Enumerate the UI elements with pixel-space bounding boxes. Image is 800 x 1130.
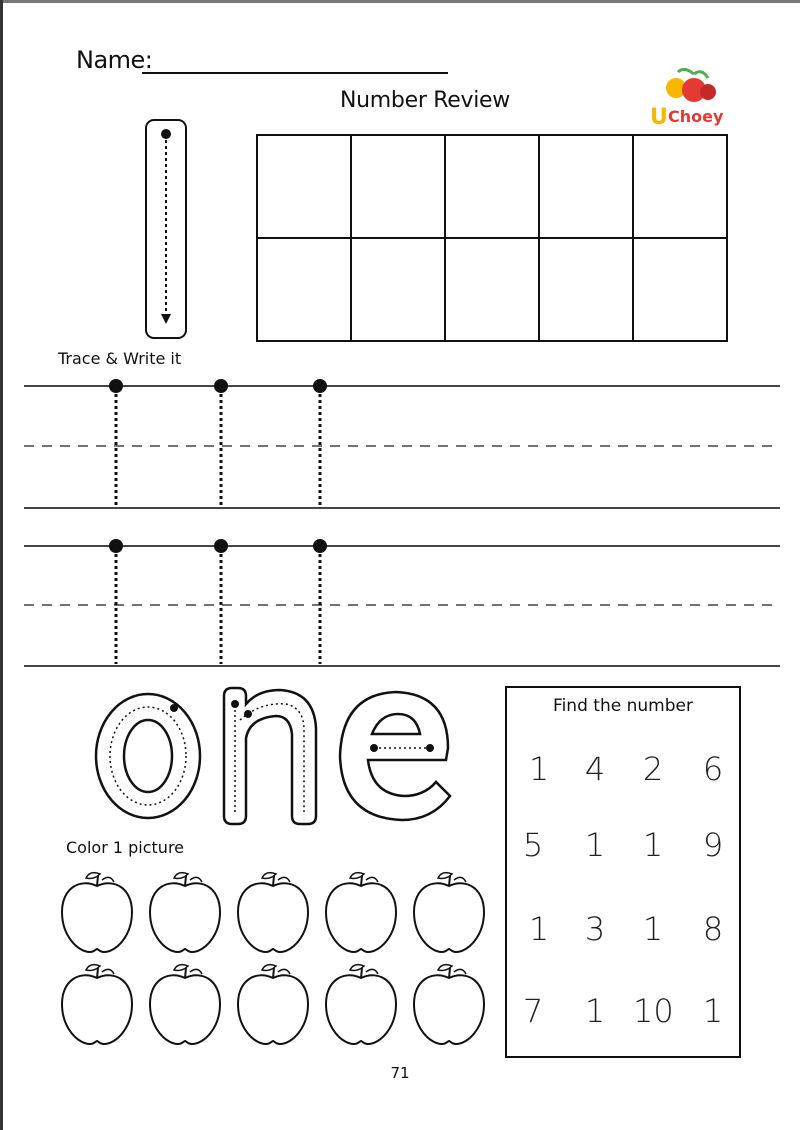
apple-10 [414, 965, 484, 1044]
find-number-title: Find the number [553, 696, 693, 716]
find-number-cell[interactable]: 1 [528, 750, 550, 788]
find-number-cell[interactable]: 7 [522, 992, 544, 1030]
handwriting-lines[interactable] [24, 374, 780, 674]
letter-e-outline [340, 692, 450, 820]
scan-top-edge [0, 0, 800, 3]
apple-3 [238, 873, 308, 952]
apple-5 [414, 873, 484, 952]
apple-2 [150, 873, 220, 952]
uchoey-logo [648, 66, 740, 132]
page-title: Number Review [340, 88, 510, 113]
find-number-cell[interactable]: 10 [633, 992, 674, 1030]
page-number: 71 [390, 1064, 410, 1082]
find-number-cell[interactable]: 2 [642, 750, 664, 788]
apple-9 [326, 965, 396, 1044]
trace-one-row2 [109, 539, 327, 664]
find-number-cell[interactable]: 1 [642, 910, 664, 948]
svg-text:U: U [650, 105, 668, 130]
find-number-cell[interactable]: 6 [702, 750, 724, 788]
ten-frame-grid[interactable] [256, 134, 728, 342]
find-number-cell[interactable]: 1 [584, 992, 606, 1030]
scan-left-edge [0, 0, 3, 1130]
trace-one-row1 [109, 379, 327, 506]
word-one-outline [90, 684, 460, 828]
find-number-cell[interactable]: 1 [702, 992, 724, 1030]
color-picture-label: Color 1 picture [66, 838, 185, 857]
apple-8 [238, 965, 308, 1044]
find-number-cell[interactable]: 8 [702, 910, 724, 948]
find-number-cell[interactable]: 4 [584, 750, 606, 788]
number-one-tracing-figure [144, 118, 190, 342]
trace-write-label: Trace & Write it [58, 349, 182, 368]
find-number-cell[interactable]: 1 [642, 826, 664, 864]
apple-grid[interactable] [56, 870, 496, 1050]
apple-7 [150, 965, 220, 1044]
find-number-cell[interactable]: 1 [584, 826, 606, 864]
apple-1 [62, 873, 132, 952]
letter-o-outline [96, 694, 200, 818]
find-number-cell[interactable]: 9 [702, 826, 724, 864]
letter-n-outline [224, 688, 316, 824]
svg-text:Choey: Choey [668, 107, 724, 126]
find-number-cell[interactable]: 1 [528, 910, 550, 948]
find-number-cell[interactable]: 5 [522, 826, 544, 864]
name-field-line[interactable] [142, 72, 448, 74]
apple-6 [62, 965, 132, 1044]
apple-4 [326, 873, 396, 952]
find-number-cell[interactable]: 3 [584, 910, 606, 948]
name-label: Name: [76, 46, 153, 74]
find-number-box [505, 686, 741, 1058]
